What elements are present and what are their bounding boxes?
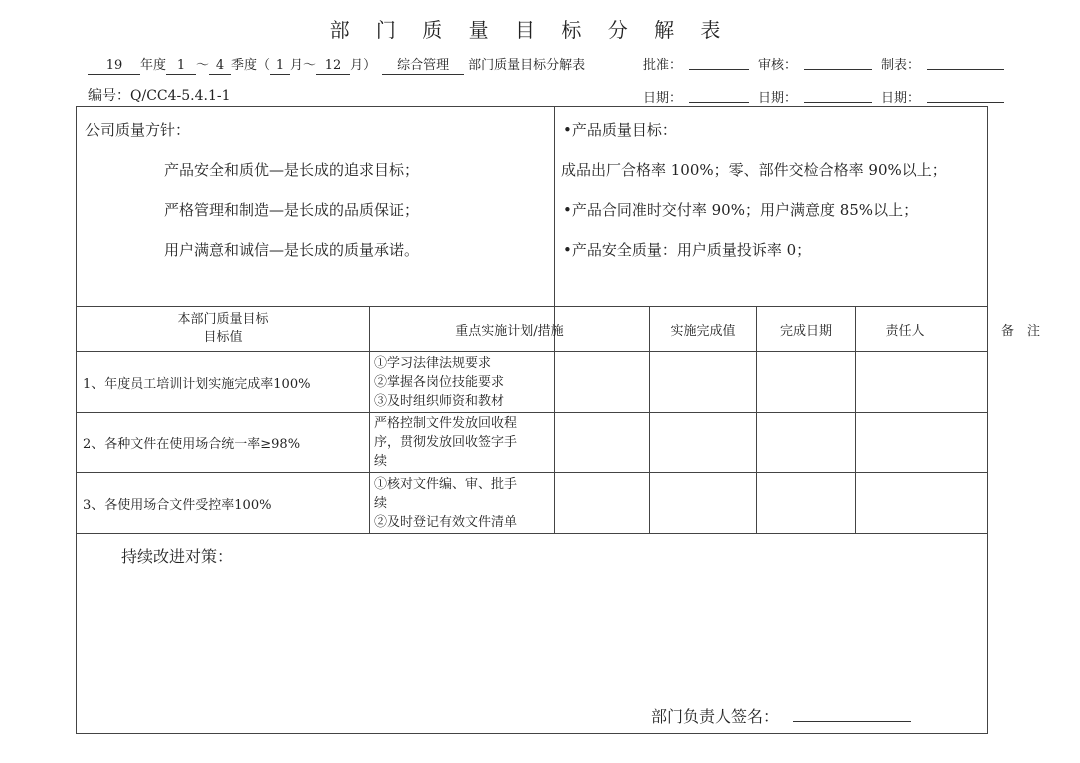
form-table — [76, 106, 1040, 734]
owner-cell[interactable] — [856, 352, 954, 412]
page-title: 部 门 质 量 目 标 分 解 表 — [329, 18, 731, 42]
row-measures — [370, 413, 649, 472]
goals-line: 成品出厂合格率 100%；零、部件交检合格率 90%以上； — [561, 161, 947, 179]
period-line — [88, 54, 585, 75]
date-label-1: 日期： — [643, 91, 683, 106]
tilde-label: ～ — [196, 58, 210, 73]
header-note: 备 注 — [1000, 323, 1040, 339]
date-cell[interactable] — [757, 352, 855, 412]
approve-label: 批准： — [643, 58, 683, 73]
season-to-field[interactable]: 4 — [209, 58, 231, 75]
goals-title: •产品质量目标： — [563, 121, 677, 139]
measure-item: 续 — [374, 454, 388, 469]
policy-title: 公司质量方针： — [85, 121, 191, 139]
review-field[interactable] — [804, 69, 872, 70]
owner-cell[interactable] — [856, 473, 954, 533]
owner-cell[interactable] — [856, 413, 954, 472]
year-label: 年度 — [140, 58, 167, 73]
department-field[interactable]: 综合管理 — [382, 58, 464, 75]
season-label: 季度（ — [231, 58, 271, 73]
measure-item: 严格控制文件发放回收程 — [374, 416, 518, 431]
measure-item: 序，贯彻发放回收签字手 — [374, 435, 518, 450]
date-field-1[interactable] — [689, 102, 749, 103]
actual-cell[interactable] — [650, 413, 756, 472]
row-measures — [370, 352, 649, 412]
measure-item: 续 — [374, 495, 388, 511]
actual-cell[interactable] — [650, 473, 756, 533]
header-target — [77, 307, 369, 351]
date-label-3: 日期： — [881, 91, 921, 106]
divider — [77, 533, 987, 534]
header-target-line2: 目标值 — [203, 330, 243, 345]
header-owner: 责任人 — [885, 323, 925, 339]
signature-label: 部门负责人签名： — [651, 707, 780, 726]
header-actual: 实施完成值 — [670, 323, 736, 339]
row-measures — [370, 473, 649, 533]
date-field-3[interactable] — [927, 102, 1004, 103]
actual-cell[interactable] — [650, 352, 756, 412]
header-date: 完成日期 — [779, 323, 832, 339]
date-cell[interactable] — [757, 473, 855, 533]
policy-line: 严格管理和制造—是长成的品质保证； — [164, 201, 420, 219]
policy-line: 用户满意和诚信—是长成的质量承诺。 — [164, 241, 420, 259]
date-label-2: 日期： — [758, 91, 798, 106]
date-field-2[interactable] — [804, 102, 872, 103]
policy-line: 产品安全和质优—是长成的追求目标； — [164, 161, 420, 179]
header-target-line1: 本部门质量目标 — [177, 312, 269, 327]
doc-name: 部门质量目标分解表 — [468, 58, 586, 73]
date-cell[interactable] — [757, 413, 855, 472]
header-plan: 重点实施计划/措施 — [455, 323, 564, 339]
review-label: 审核： — [758, 58, 798, 73]
document-code: 编号：Q/CC4-5.4.1-1 — [88, 88, 231, 104]
measure-item: ③及时组织师资和教材 — [374, 393, 505, 409]
approve-field[interactable] — [689, 69, 749, 70]
prepare-field[interactable] — [927, 69, 1004, 70]
goals-line: •产品合同准时交付率 90%；用户满意度 85%以上； — [563, 201, 919, 219]
measure-item: ①学习法律法规要求 — [374, 355, 492, 371]
row-target: 3、各使用场合文件受控率100% — [83, 497, 272, 513]
row-target: 1、年度员工培训计划实施完成率100% — [83, 376, 311, 392]
measure-item: ②掌握各岗位技能要求 — [374, 374, 505, 390]
goals-line: •产品安全质量：用户质量投诉率 0； — [563, 241, 812, 259]
prepare-label: 制表： — [881, 58, 921, 73]
month-to-field[interactable]: 12 — [316, 58, 350, 75]
measure-item: ②及时登记有效文件清单 — [374, 514, 518, 530]
year-field[interactable]: 19 — [88, 58, 140, 75]
row-target: 2、各种文件在使用场合统一率≥98% — [83, 437, 301, 452]
improvement-label: 持续改进对策： — [121, 547, 234, 566]
signature-field[interactable] — [793, 721, 911, 722]
month-from-field[interactable]: 1 — [270, 58, 290, 75]
measure-item: ①核对文件编、审、批手 — [374, 476, 518, 492]
month-label-1: 月～ — [290, 58, 317, 73]
month-label-2: 月） — [350, 58, 377, 73]
season-from-field[interactable]: 1 — [166, 58, 196, 75]
